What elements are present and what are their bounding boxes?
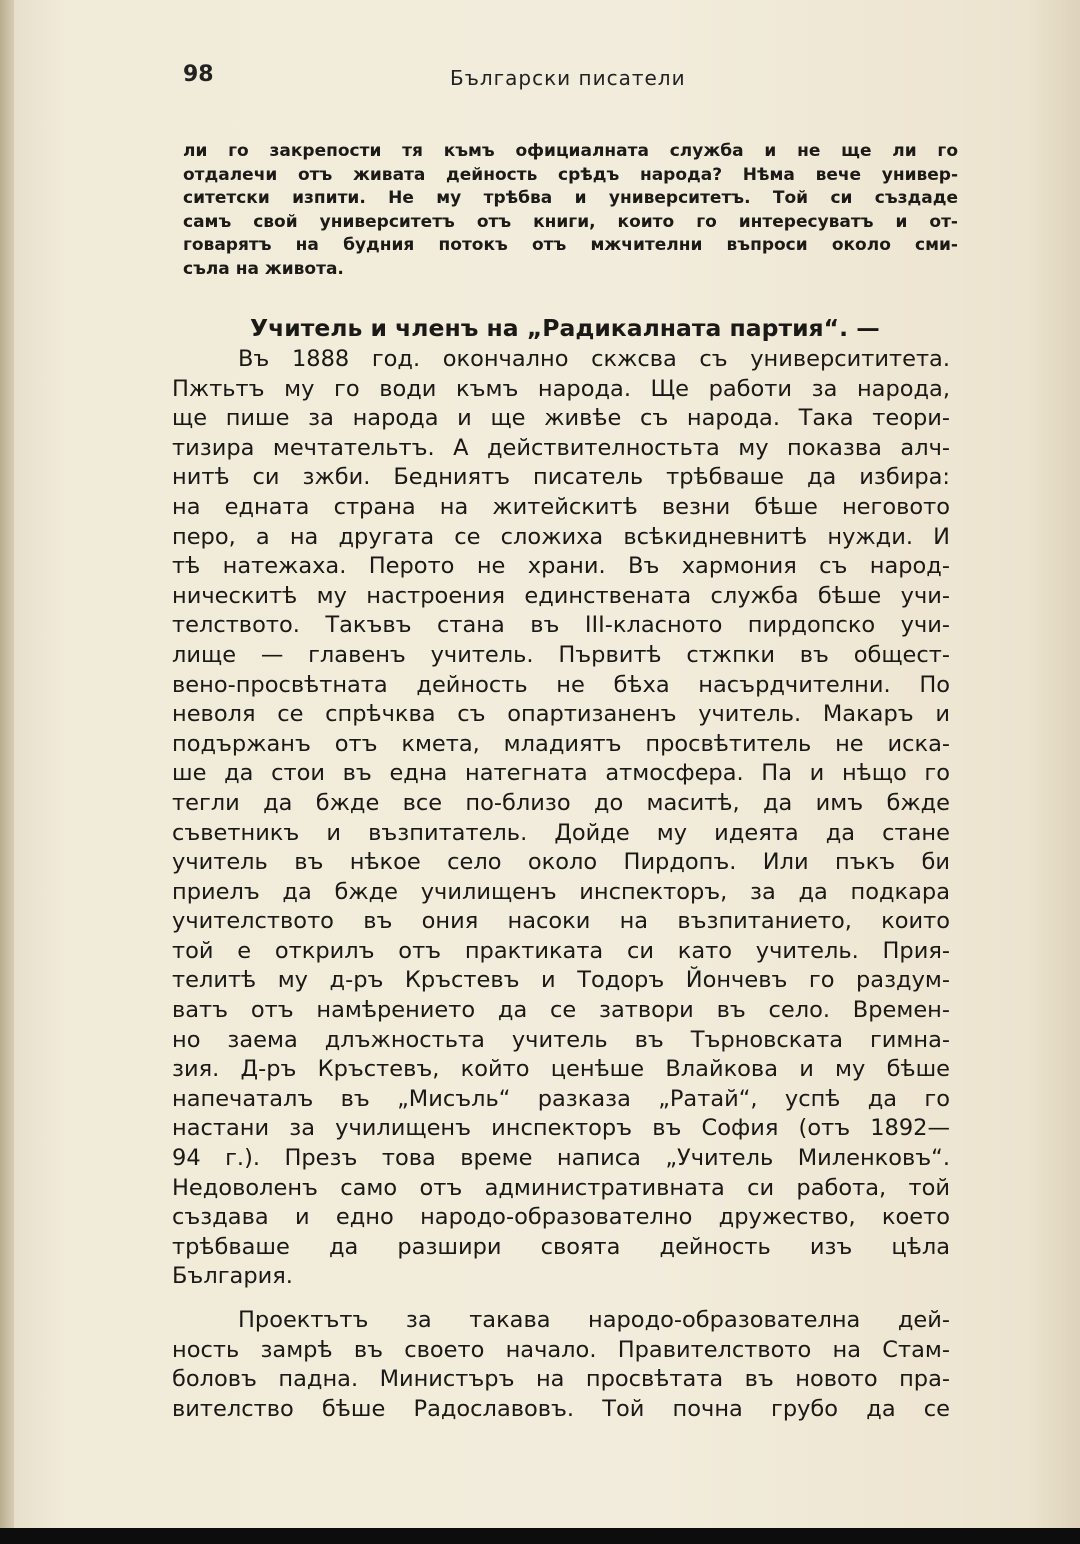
text-line: ность замрѣ въ своето начало. Правителството на Стам- [172,1336,950,1363]
text-line: ше да стои въ една натегната атмосфера. Па и нѣщо го [172,760,950,787]
text-line: тѣ натежаха. Перото не храни. Въ хармония съ народ- [172,553,950,580]
text-line: телството. Такъвъ стана въ III-класното пирдопско учи- [172,612,950,639]
page-gutter-shadow [0,0,14,1544]
scan-bottom-edge [0,1528,1080,1544]
page-header [0,62,1080,98]
text-line: България. [172,1263,293,1290]
page-number: 98 [183,62,214,87]
quote-line: съла на живота. [183,258,344,279]
paragraph-gap [172,1292,950,1306]
text-line: вителство бѣше Радославовъ. Той почна грубо да се [172,1395,950,1422]
quote-line: отдалечи отъ живата дейность срѣдъ народа? Нѣма вече универ- [183,164,958,185]
quote-line: самъ свой университетъ отъ книги, които го интересуватъ и от- [183,211,958,232]
quote-line: ли го закрепости тя къмъ официалната служба и не ще ли го [183,141,958,161]
text-line: настани за училищенъ инспекторъ въ София (отъ 1892— [172,1115,950,1142]
text-line: на едната страна на житейскитѣ везни бѣше неговото [172,493,950,520]
text-line: създава и едно народо-образователно дружество, което [172,1204,950,1231]
text-line: Пжтьтъ му го води къмъ народа. Ще работи за народа, [172,375,950,402]
quoted-passage [183,140,958,281]
text-line: учителството въ ония насоки на възпитанието, които [172,908,950,935]
text-line: съветникъ и възпитатель. Дойде му идеята да стане [172,819,950,846]
text-line: той е открилъ отъ практиката си като учитель. Прия- [172,937,950,964]
text-line: учитель въ нѣкое село около Пирдопъ. Или пъкъ би [172,849,950,876]
text-line: зия. Д-ръ Кръстевъ, който ценѣше Влайкова и му бѣше [172,1056,950,1083]
text-line: вено-просвѣтната дейность не бѣха насърдчителни. По [172,671,950,698]
quote-line: ситетски изпити. Не му трѣбва и университетъ. Той си създаде [183,188,958,208]
text-line: ническитѣ му настроения единствената служба бѣше учи- [172,582,950,609]
paragraph-2 [172,1306,950,1424]
paragraph-1 [172,345,950,1292]
main-text [172,313,950,1424]
running-title: Български писатели [450,66,686,90]
text-line: неволя се спрѣчква съ опартизаненъ учитель. Макаръ и [172,701,950,728]
text-line: приелъ да бжде училищенъ инспекторъ, за да подкара [172,878,950,905]
text-line: телитѣ му д-ръ Кръстевъ и Тодоръ Йончевъ го раздум- [172,967,950,994]
text-line: ватъ отъ намѣрението да се затвори въ село. Времен- [172,997,950,1024]
text-line: перо, а на другата се сложиха всѣкидневнитѣ нужди. И [172,523,950,550]
text-line: Недоволенъ само отъ административната си работа, той [172,1174,950,1201]
section-heading: Учитель и членъ на „Радикалната партия“. — [250,314,880,342]
text-line: ще пише за народа и ще живѣе съ народа. Така теори- [172,405,950,432]
text-line: нитѣ си зжби. Бедниятъ писатель трѣбваше да избира: [172,464,950,491]
text-line: лище — главенъ учитель. Първитѣ стжпки въ общест- [172,641,950,668]
text-line: напечаталъ въ „Мисъль“ разказа „Ратай“, успѣ да го [172,1085,950,1112]
quote-line: говарятъ на будния потокъ отъ мжчителни въпроси около сми- [183,235,958,255]
text-line: Въ 1888 год. окончално скжсва съ университитета. [238,346,950,372]
text-line: 94 г.). Презъ това време написа „Учитель Миленковъ“. [172,1145,950,1172]
text-line: подържанъ отъ кмета, младиятъ просвѣтитель не иска- [172,730,950,757]
text-line: боловъ падна. Министъръ на просвѣтата въ новото пра- [172,1366,950,1393]
text-line: тегли да бжде все по-близо до маситѣ, да имъ бжде [172,789,950,816]
text-line: тизира мечтательтъ. А действителностьта му показва алч- [172,434,950,461]
text-line: но заема длъжностьта учитель въ Търновската гимна- [172,1026,950,1053]
text-line: трѣбваше да разшири своята дейность изъ цѣла [172,1233,950,1260]
text-line: Проектътъ за такава народо-образователна дей- [238,1307,950,1333]
